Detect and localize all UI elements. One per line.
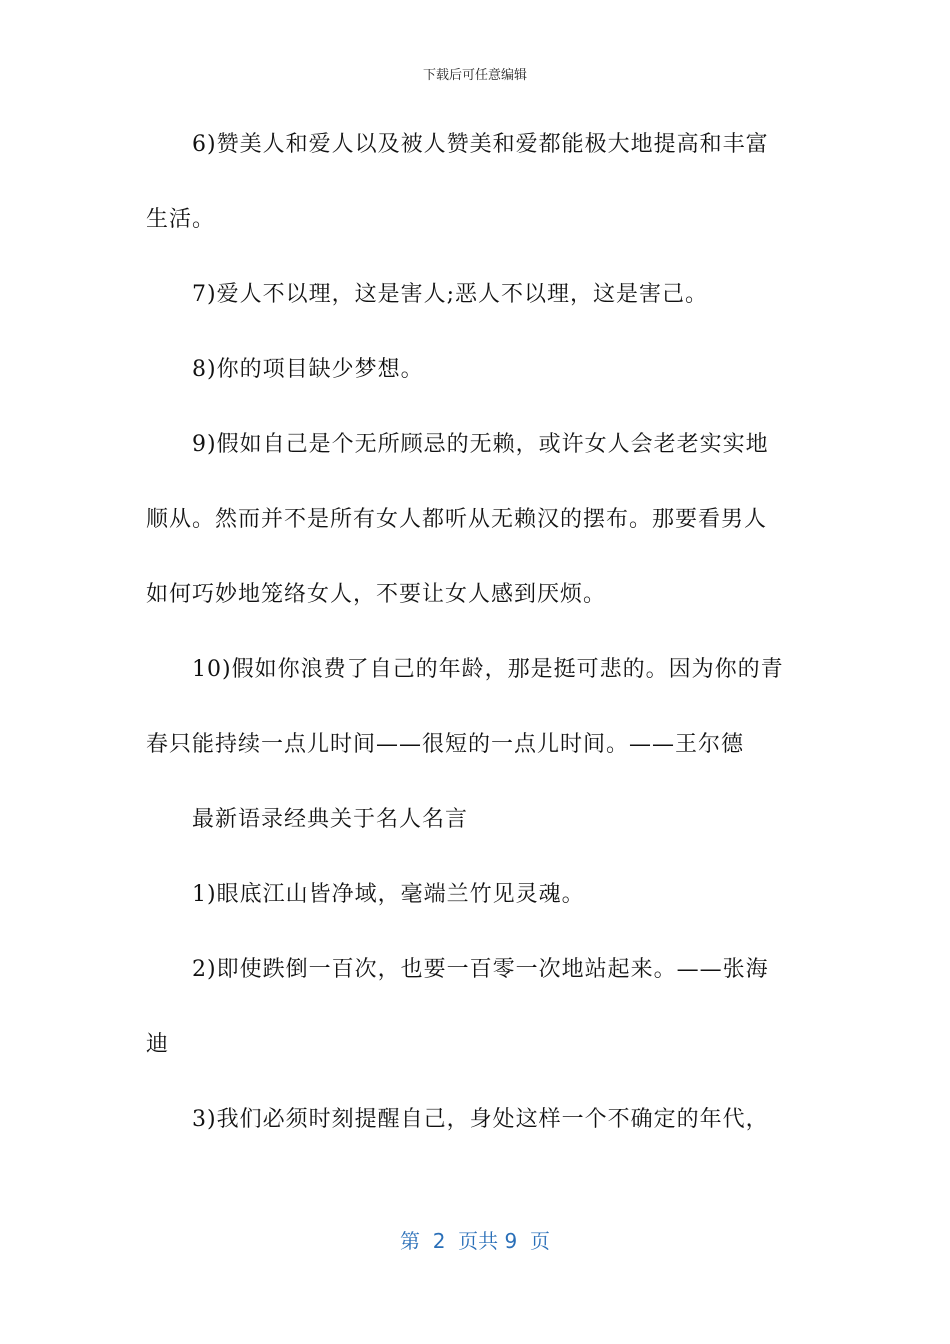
text-line-s2-2: 迪 bbox=[146, 1032, 170, 1057]
text-line-9-2: 顺从。然而并不是所有女人都听从无赖汉的摆布。那要看男人 bbox=[146, 507, 768, 532]
text-line-9-1: 9)假如自己是个无所顾忌的无赖，或许女人会老老实实地 bbox=[192, 432, 769, 457]
text-line-s2-1: 2)即使跌倒一百次，也要一百零一次地站起来。——张海 bbox=[192, 957, 769, 982]
text-line-9-3: 如何巧妙地笼络女人，不要让女人感到厌烦。 bbox=[146, 582, 607, 607]
text-line-6-2: 生活。 bbox=[146, 207, 216, 232]
text-line-6-1: 6)赞美人和爱人以及被人赞美和爱都能极大地提高和丰富 bbox=[192, 132, 769, 157]
text-line-8: 8)你的项目缺少梦想。 bbox=[192, 357, 424, 382]
text-line-s1: 1)眼底江山皆净域，毫端兰竹见灵魂。 bbox=[192, 882, 585, 907]
text-line-7: 7)爱人不以理，这是害人;恶人不以理，这是害己。 bbox=[192, 282, 708, 307]
text-line-s3: 3)我们必须时刻提醒自己，身处这样一个不确定的年代， bbox=[192, 1107, 769, 1132]
page-number-footer: 第 2 页共 9 页 bbox=[400, 1229, 550, 1253]
section-heading: 最新语录经典关于名人名言 bbox=[192, 807, 469, 832]
text-line-10-1: 10)假如你浪费了自己的年龄，那是挺可悲的。因为你的青 bbox=[192, 657, 784, 682]
text-line-10-2: 春只能持续一点儿时间——很短的一点儿时间。——王尔德 bbox=[146, 732, 745, 757]
page-header: 下载后可任意编辑 bbox=[422, 68, 527, 83]
